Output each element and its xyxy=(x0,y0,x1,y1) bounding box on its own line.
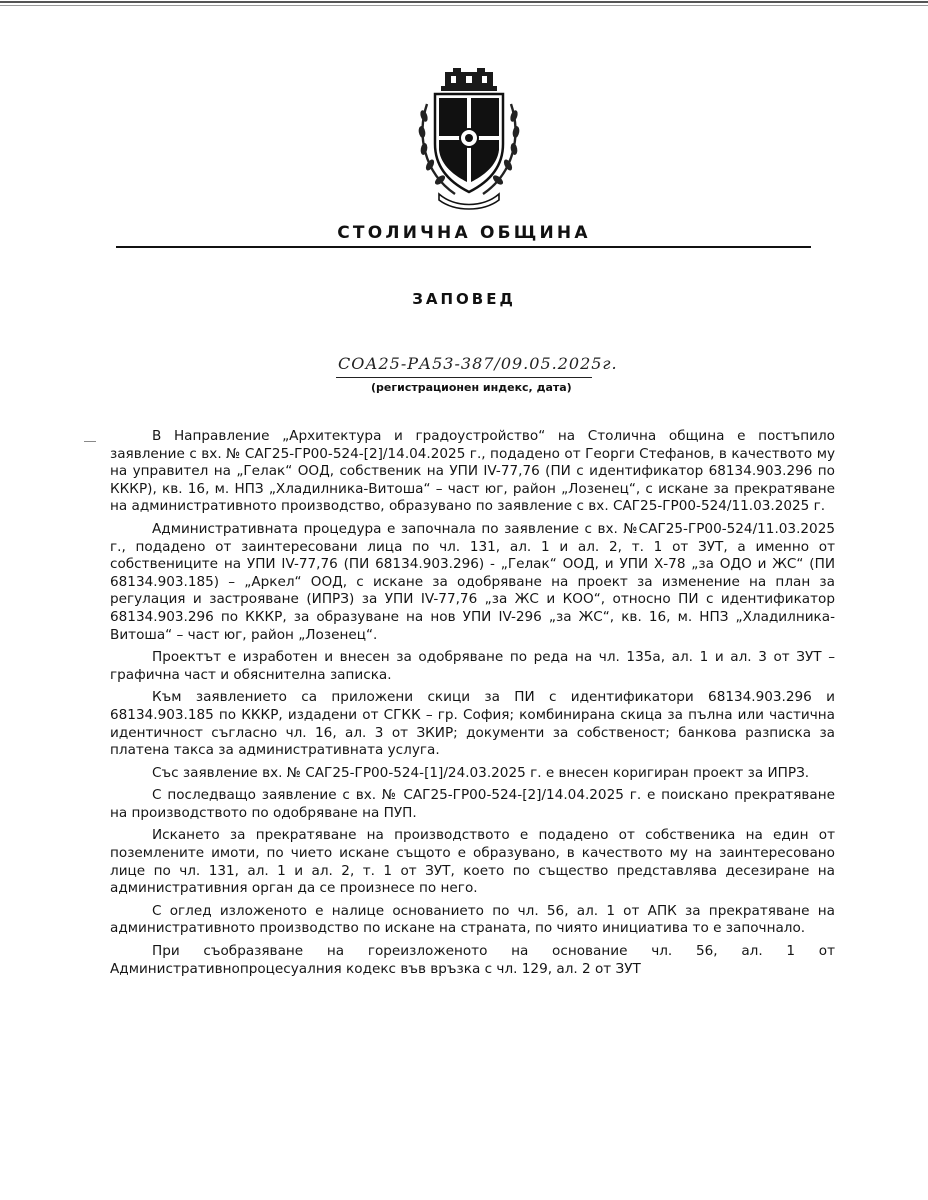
body-paragraph: Проектът е изработен и внесен за одобряване по реда на чл. 135а, ал. 1 и ал. 3 от ЗУТ – графична част и обяснителна записка. xyxy=(110,649,835,683)
document-title: ЗАПОВЕД xyxy=(412,290,516,308)
body-paragraph: В Направление „Архитектура и градоустройство“ на Столична община е постъпило заявление с вх. № САГ25-ГР00-524-[2]/14.04.2025 г., подадено от Георги Стефанов, в качеството му на управител на „Гелак“ ООД, собственик на УПИ IV-77,76 (ПИ с идентификатор 68134.903.296 по КККР), кв. 16, м. НПЗ „Хладилника-Витоша“ – част юг, район „Лозенец“, с искане за прекратяване на административното производство, образувано по заявление с вх. САГ25-ГР00-524/11.03.2025 г. xyxy=(110,428,835,515)
registration-caption: (регистрационен индекс, дата) xyxy=(371,381,572,394)
body-paragraph: При съобразяване на гореизложеното на основание чл. 56, ал. 1 от Административнопроцесуалния кодекс във връзка с чл. 129, ал. 2 от ЗУТ xyxy=(110,943,835,977)
registration-number: СОА25-РА53-387/09.05.2025г. xyxy=(338,354,618,373)
body-paragraph: С оглед изложеното е налице основанието по чл. 56, ал. 1 от АПК за прекратяване на административното производство по искане на страната, по чиято инициатива то е започнало. xyxy=(110,902,835,937)
scan-top-border xyxy=(0,1,928,3)
body-paragraph: Искането за прекратяване на производството е подадено от собственика на един от поземлените имоти, по чието искане същото е образувано, в качеството му на заинтересовано лице по чл. 131, ал. 1 и ал. 2, т. 1 от ЗУТ, което по същество представлява десезиране на административния орган да се произнесе по него. xyxy=(110,827,835,897)
organization-name: СТОЛИЧНА ОБЩИНА xyxy=(337,223,591,243)
body-paragraph: Към заявлението са приложени скици за ПИ с идентификатори 68134.903.296 и 68134.903.185 по КККР, издадени от СГКК – гр. София; комбинирана скица за пълна или частична идентичност съгласно чл. 16, ал. 3 от ЗКИР; документи за собственост; банкова разписка за платена такса за административната услуга. xyxy=(110,689,835,759)
registration-underline xyxy=(336,377,592,378)
header-divider xyxy=(116,246,811,248)
body-paragraph: Административната процедура е започнала по заявление с вх. №САГ25-ГР00-524/11.03.2025 г., подадено от заинтересовани лица по чл. 131, ал. 1 и ал. 2, т. 1 от ЗУТ, а именно от собствениците на УПИ IV-77,76 (ПИ 68134.903.296) - „Гелак“ ООД, и УПИ Х-78 „за ОДО и ЖС“ (ПИ 68134.903.185) – „Аркел“ ООД, с искане за одобряване на проект за изменение на план за регулация и застрояване (ИПРЗ) за УПИ IV-77,76 „за ЖС и КОО“, относно ПИ с идентификатор 68134.903.296 по КККР, за образуване на нов УПИ IV-296 „за ЖС“, кв. 16, м. НПЗ „Хладилника-Витоша“ – част юг, район „Лозенец“. xyxy=(110,520,835,643)
scan-top-border-secondary xyxy=(0,5,928,6)
body-paragraph: Със заявление вх. № САГ25-ГР00-524-[1]/24.03.2025 г. е внесен коригиран проект за ИПРЗ. xyxy=(152,764,810,781)
document-body xyxy=(110,428,835,983)
sofia-coat-of-arms-icon xyxy=(411,64,527,210)
margin-mark xyxy=(84,441,96,442)
body-paragraph: С последващо заявление с вх. № САГ25-ГР00-524-[2]/14.04.2025 г. е поискано прекратяване на производството по одобряване на ПУП. xyxy=(110,787,835,821)
